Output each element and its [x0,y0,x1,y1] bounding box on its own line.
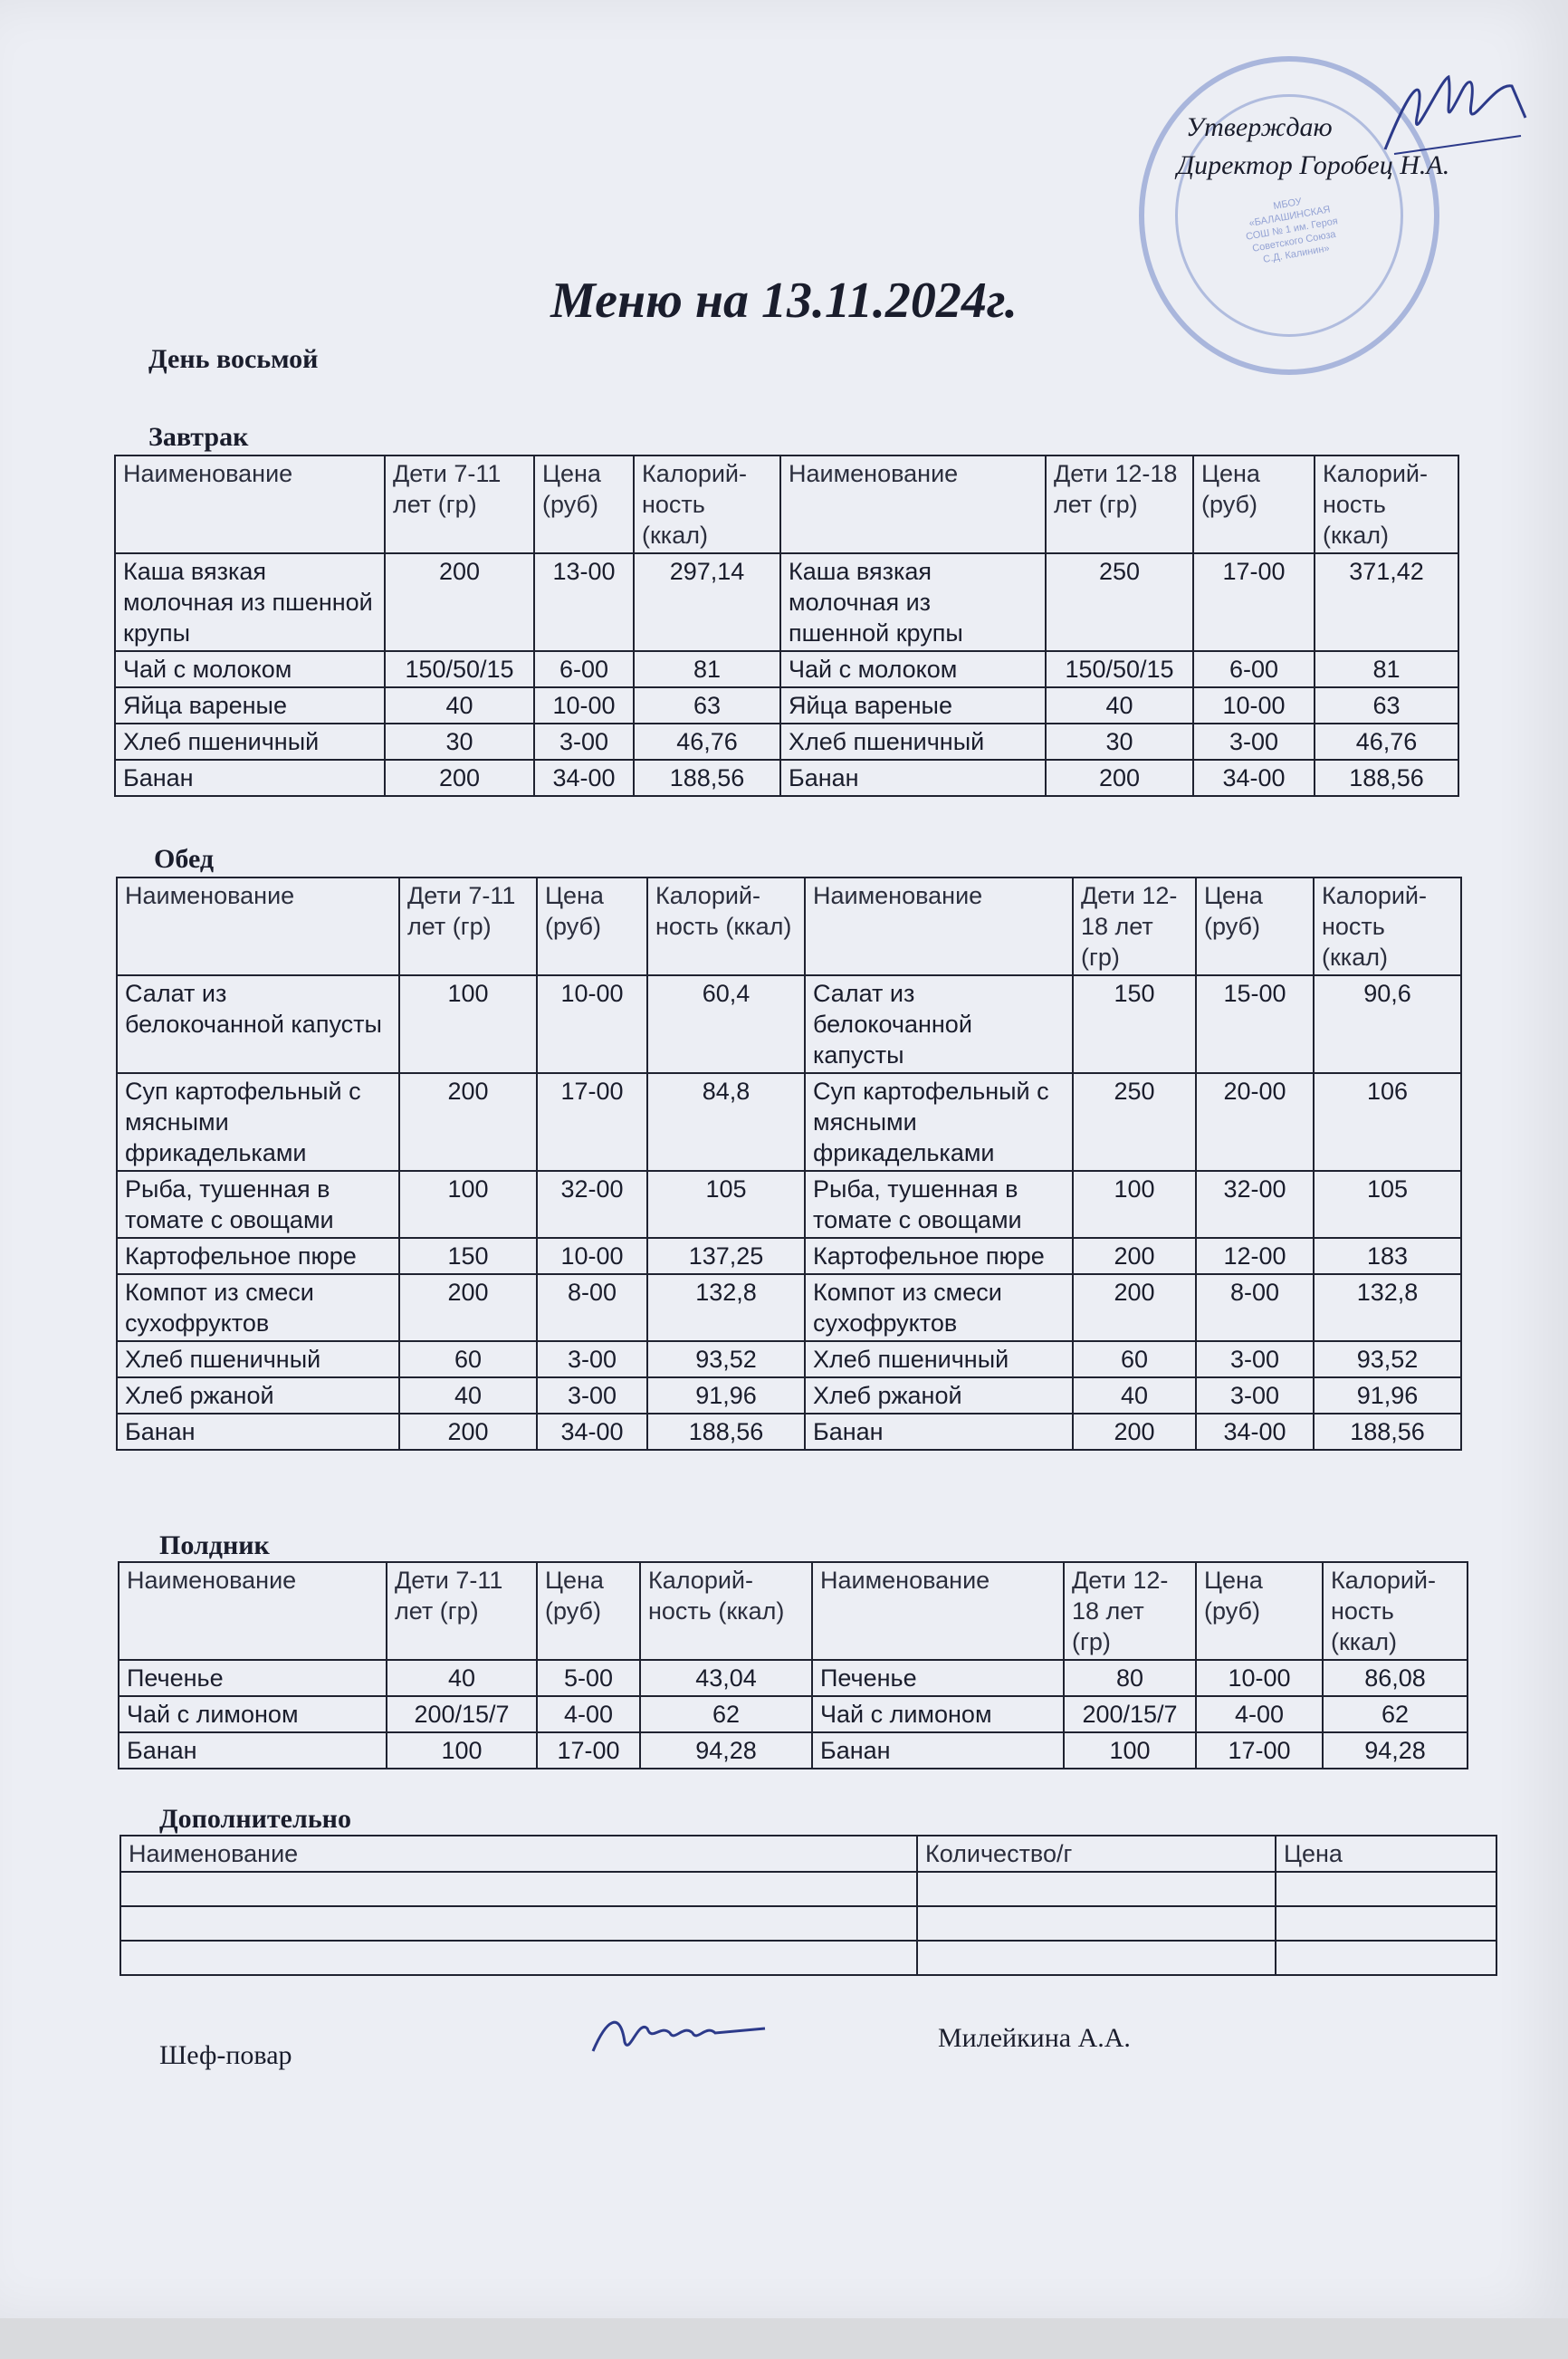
col-calories: Калорий-ность (ккал) [640,1562,812,1660]
table-cell: 188,56 [1315,760,1458,796]
table-cell: 40 [385,687,534,724]
table-row [117,1341,1461,1377]
table-cell [120,1906,917,1941]
table-cell: 17-00 [1196,1732,1323,1769]
table-cell: 297,14 [634,553,780,651]
col-name: Наименование [120,1836,917,1872]
col-name: Наименование [117,877,399,975]
table-cell: 94,28 [1323,1732,1468,1769]
table-cell: 200 [399,1414,537,1450]
table-cell: 200 [385,553,534,651]
table-cell: 90,6 [1314,975,1461,1073]
table-cell: 150 [1073,975,1196,1073]
table-cell: Салат из белокочанной капусты [117,975,399,1073]
table-row [119,1732,1468,1769]
table-cell: 91,96 [647,1377,805,1414]
table-row [115,553,1458,651]
col-price: Цена (руб) [1193,455,1315,553]
table-row [119,1660,1468,1696]
col-price: Цена (руб) [537,1562,640,1660]
table-cell: 34-00 [537,1414,647,1450]
table-cell: 40 [387,1660,537,1696]
table-cell: 13-00 [534,553,634,651]
table-cell: 10-00 [534,687,634,724]
snack-label: Полдник [159,1530,270,1560]
col-calories: Калорий-ность (ккал) [1315,455,1458,553]
table-cell: 105 [1314,1171,1461,1238]
table-cell: 250 [1073,1073,1196,1171]
table-cell: 32-00 [537,1171,647,1238]
table-cell: 94,28 [640,1732,812,1769]
stamp-text: МБОУ «БАЛАШИНСКАЯ СОШ № 1 им. Героя Советского Союза С.Д. Калинин» [1245,196,1339,265]
table-cell: 132,8 [1314,1274,1461,1341]
table-cell: 40 [399,1377,537,1414]
chef-name: Милейкина А.А. [938,2023,1131,2053]
table-row [115,760,1458,796]
table-cell: 200/15/7 [1064,1696,1196,1732]
col-name: Наименование [115,455,385,553]
table-row [115,687,1458,724]
table-cell: 250 [1046,553,1193,651]
table-row [117,1073,1461,1171]
table-cell: Хлеб пшеничный [780,724,1046,760]
table-cell: 106 [1314,1073,1461,1171]
table-cell: 80 [1064,1660,1196,1696]
table-cell: 3-00 [537,1377,647,1414]
table-cell: Хлеб ржаной [117,1377,399,1414]
table-cell: 4-00 [1196,1696,1323,1732]
table-cell: 5-00 [537,1660,640,1696]
table-row [119,1696,1468,1732]
lunch-table [116,877,1462,1451]
col-calories: Калорий-ность (ккал) [634,455,780,553]
table-cell: 6-00 [534,651,634,687]
table-cell: 17-00 [537,1732,640,1769]
col-kids-young: Дети 7-11 лет (гр) [387,1562,537,1660]
table-cell: 8-00 [537,1274,647,1341]
table-cell: 17-00 [537,1073,647,1171]
table-row [117,1238,1461,1274]
table-cell: Чай с молоком [780,651,1046,687]
table-cell: 4-00 [537,1696,640,1732]
table-cell: Хлеб пшеничный [117,1341,399,1377]
table-cell: 3-00 [1196,1377,1314,1414]
table-cell: 62 [1323,1696,1468,1732]
table-cell: Салат из белокочанной капусты [805,975,1073,1073]
day-label: День восьмой [148,344,319,374]
table-cell: Компот из смеси сухофруктов [805,1274,1073,1341]
table-cell: Чай с лимоном [119,1696,387,1732]
table-cell: 371,42 [1315,553,1458,651]
table-cell: Суп картофельный с мясными фрикадельками [117,1073,399,1171]
table-cell: 86,08 [1323,1660,1468,1696]
table-cell: Банан [805,1414,1073,1450]
col-calories: Калорий-ность (ккал) [647,877,805,975]
table-cell: 46,76 [1315,724,1458,760]
table-cell: 200 [399,1073,537,1171]
table-cell: 3-00 [1193,724,1315,760]
table-cell: 183 [1314,1238,1461,1274]
table-cell: 150/50/15 [1046,651,1193,687]
approval-block [1177,109,1449,185]
table-cell: 81 [1315,651,1458,687]
chef-role: Шеф-повар [159,2040,292,2070]
col-price: Цена [1276,1836,1496,1872]
table-cell: 46,76 [634,724,780,760]
table-cell: 60,4 [647,975,805,1073]
table-cell: 200 [1073,1274,1196,1341]
table-cell: 188,56 [647,1414,805,1450]
table-cell: 34-00 [1196,1414,1314,1450]
table-cell: Рыба, тушенная в томате с овощами [117,1171,399,1238]
breakfast-rows [115,553,1458,796]
table-cell: Банан [117,1414,399,1450]
snack-rows [119,1660,1468,1769]
col-price: Цена (руб) [534,455,634,553]
table-row [117,1414,1461,1450]
table-cell: 20-00 [1196,1073,1314,1171]
table-cell: 32-00 [1196,1171,1314,1238]
table-cell: 100 [1073,1171,1196,1238]
table-cell: 200 [1046,760,1193,796]
table-cell: 3-00 [534,724,634,760]
table-cell: Каша вязкая молочная из пшенной крупы [115,553,385,651]
table-cell: 40 [1073,1377,1196,1414]
table-row [120,1872,1496,1906]
col-name: Наименование [812,1562,1064,1660]
table-cell [917,1872,1276,1906]
table-cell: 81 [634,651,780,687]
table-cell: 17-00 [1193,553,1315,651]
table-cell: 10-00 [537,1238,647,1274]
table-row [120,1906,1496,1941]
table-cell: 200 [385,760,534,796]
table-cell: 63 [634,687,780,724]
lunch-rows [117,975,1461,1450]
table-row [115,724,1458,760]
table-cell: Картофельное пюре [805,1238,1073,1274]
table-cell: 100 [387,1732,537,1769]
breakfast-label: Завтрак [148,422,249,452]
table-cell: 60 [399,1341,537,1377]
table-row [115,651,1458,687]
table-cell: 200 [1073,1414,1196,1450]
table-cell: 10-00 [1196,1660,1323,1696]
table-cell: 12-00 [1196,1238,1314,1274]
table-cell: Суп картофельный с мясными фрикадельками [805,1073,1073,1171]
col-price: Цена (руб) [1196,877,1314,975]
table-cell: Чай с лимоном [812,1696,1064,1732]
extra-rows [120,1872,1496,1975]
table-cell: 30 [1046,724,1193,760]
table-cell: 200 [1073,1238,1196,1274]
table-cell: 105 [647,1171,805,1238]
table-cell: 93,52 [647,1341,805,1377]
table-cell: 3-00 [1196,1341,1314,1377]
table-row [117,975,1461,1073]
table-cell: 100 [1064,1732,1196,1769]
col-price: Цена (руб) [1196,1562,1323,1660]
lunch-label: Обед [154,844,215,874]
table-row [117,1171,1461,1238]
extra-table [120,1835,1497,1976]
col-name: Наименование [119,1562,387,1660]
page-title: Меню на 13.11.2024г. [550,273,1018,329]
table-cell: Банан [115,760,385,796]
table-cell: 62 [640,1696,812,1732]
table-cell: Компот из смеси сухофруктов [117,1274,399,1341]
table-cell: 200/15/7 [387,1696,537,1732]
table-cell: Каша вязкая молочная из пшенной крупы [780,553,1046,651]
col-kids-old: Дети 12-18 лет (гр) [1064,1562,1196,1660]
table-cell: 137,25 [647,1238,805,1274]
table-cell [120,1872,917,1906]
table-cell: 15-00 [1196,975,1314,1073]
table-cell: 200 [399,1274,537,1341]
table-cell: 188,56 [634,760,780,796]
table-row [117,1274,1461,1341]
table-cell: 40 [1046,687,1193,724]
table-cell: 43,04 [640,1660,812,1696]
table-cell [917,1906,1276,1941]
breakfast-table [114,455,1459,797]
table-cell: Печенье [812,1660,1064,1696]
table-row [117,1377,1461,1414]
col-qty: Количество/г [917,1836,1276,1872]
table-cell: Рыба, тушенная в томате с овощами [805,1171,1073,1238]
table-cell: Чай с молоком [115,651,385,687]
table-cell: Картофельное пюре [117,1238,399,1274]
table-cell: Банан [812,1732,1064,1769]
table-cell: Печенье [119,1660,387,1696]
table-cell: Яйца вареные [780,687,1046,724]
director-name: Директор Горобец Н.А. [1177,150,1450,180]
col-name: Наименование [805,877,1073,975]
table-cell: Банан [119,1732,387,1769]
chef-signature [588,2001,770,2065]
snack-table [118,1561,1468,1769]
col-kids-young: Дети 7-11 лет (гр) [385,455,534,553]
table-cell [1276,1906,1496,1941]
table-cell: 10-00 [1193,687,1315,724]
table-cell: Хлеб пшеничный [805,1341,1073,1377]
table-cell: 10-00 [537,975,647,1073]
table-cell: 34-00 [534,760,634,796]
col-price: Цена (руб) [537,877,647,975]
table-cell: 132,8 [647,1274,805,1341]
col-kids-old: Дети 12-18 лет (гр) [1073,877,1196,975]
table-cell: Банан [780,760,1046,796]
table-cell: 93,52 [1314,1341,1461,1377]
table-cell: 100 [399,1171,537,1238]
col-kids-old: Дети 12-18 лет (гр) [1046,455,1193,553]
col-calories: Калорий-ность (ккал) [1314,877,1461,975]
table-cell: 63 [1315,687,1458,724]
table-cell [1276,1872,1496,1906]
table-cell: Хлеб пшеничный [115,724,385,760]
approval-line: Утверждаю [1186,112,1333,142]
table-row [120,1941,1496,1975]
table-cell: 6-00 [1193,651,1315,687]
table-cell: 84,8 [647,1073,805,1171]
table-cell: 60 [1073,1341,1196,1377]
table-cell: 34-00 [1193,760,1315,796]
table-cell: 150/50/15 [385,651,534,687]
table-cell: 30 [385,724,534,760]
table-cell: 150 [399,1238,537,1274]
table-cell: 91,96 [1314,1377,1461,1414]
table-cell: Хлеб ржаной [805,1377,1073,1414]
col-name: Наименование [780,455,1046,553]
col-kids-young: Дети 7-11 лет (гр) [399,877,537,975]
table-cell: Яйца вареные [115,687,385,724]
extra-label: Дополнительно [159,1804,351,1834]
table-cell: 8-00 [1196,1274,1314,1341]
table-cell: 100 [399,975,537,1073]
table-cell [120,1941,917,1975]
table-cell [917,1941,1276,1975]
table-cell: 3-00 [537,1341,647,1377]
col-calories: Калорий-ность (ккал) [1323,1562,1468,1660]
table-cell: 188,56 [1314,1414,1461,1450]
table-cell [1276,1941,1496,1975]
